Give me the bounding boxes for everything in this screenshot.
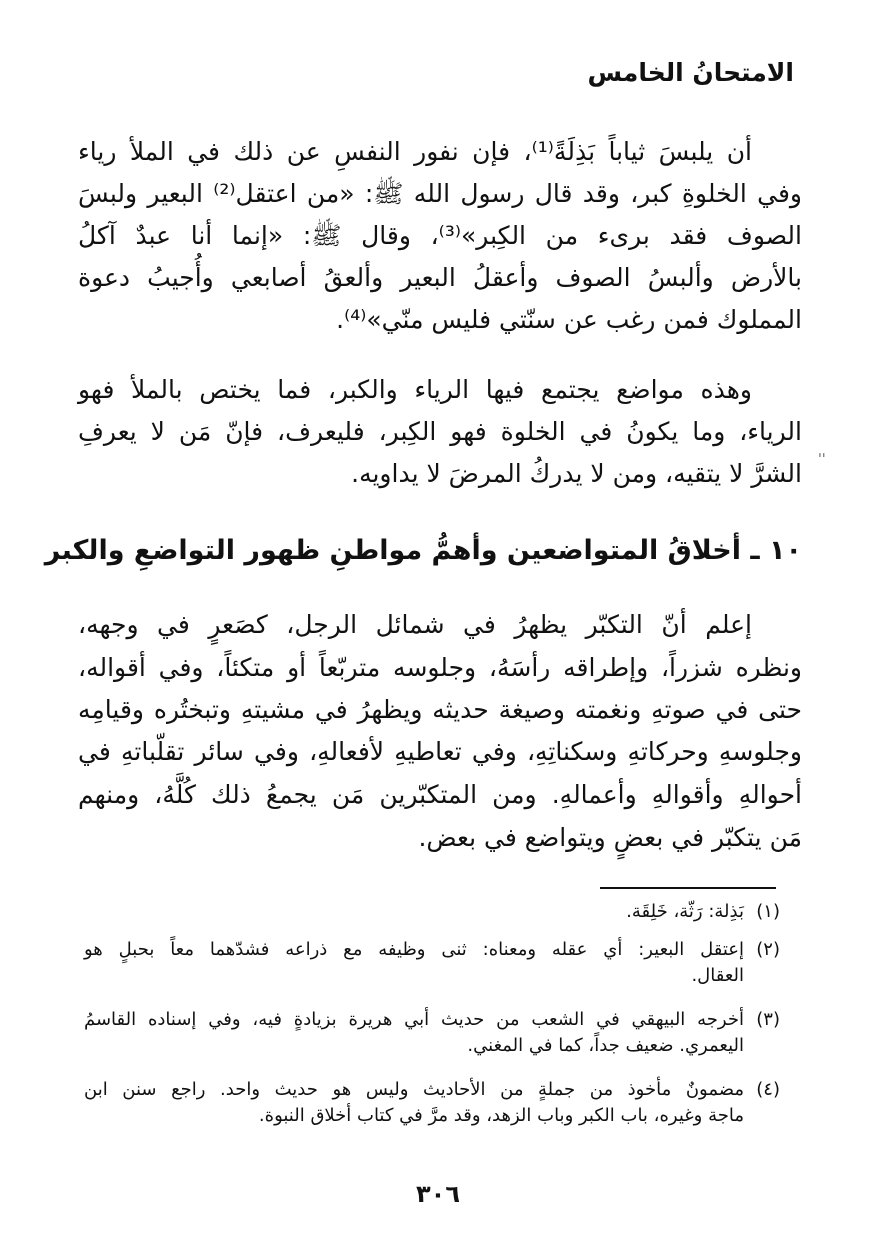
- footnote-4-cont: ماجة وغيره، باب الكبر وباب الزهد، وقد مرَّ في كتاب أخلاق النبوة.: [258, 1105, 744, 1126]
- section-heading: ١٠ ـ أخلاقُ المتواضعين وأهمُّ مواطنِ ظهور التواضعِ والكبر: [44, 535, 802, 566]
- footnote-3-cont: اليعمري. ضعيف جداً، كما في المغني.: [467, 1035, 744, 1056]
- footnote-divider: [600, 887, 776, 889]
- text-line: وهذه مواضع يجتمع فيها الرياء والكبر، فما يختص بالملأ فهو: [78, 375, 752, 404]
- footnote-number: (٣): [756, 1009, 780, 1030]
- text-line: وجلوسهِ وحركاتهِ وسكناتِهِ، وفي تعاطيهِ لأفعالهِ، وفي سائر تقلّباتهِ في: [78, 737, 802, 766]
- text-line: الرياء، وما يكونُ في الخلوة فهو الكِبر، فليعرف، فإنّ مَن لا يعرفِ: [78, 417, 802, 446]
- text-line: الصوف فقد برىء من الكِبر»⁽³⁾، وقال ﷺ: «إنما أنا عبدٌ آكلُ: [78, 221, 802, 250]
- footnote-2: [80, 937, 780, 963]
- footnote-number: (٢): [756, 939, 780, 960]
- footnote-3: [80, 1007, 780, 1033]
- text-line: ونظره شزراً، وإطراقه رأسَهُ، وجلوسه متربّعاً أو متكئاً، وفي أقواله،: [78, 653, 802, 682]
- footnote-number: (٤): [756, 1079, 780, 1100]
- footnote-4: [80, 1077, 780, 1103]
- text-line: حتى في صوتهِ ونغمته وصيغة حديثه ويظهرُ في مشيتهِ وتبختُره وقيامِه: [78, 695, 802, 724]
- footnote-text: إعتقل البعير: أي عقله ومعناه: ثنى وظيفه مع ذراعه فشدّهما معاً بحبلٍ هو: [84, 939, 744, 960]
- running-header: الامتحانُ الخامس: [587, 58, 794, 87]
- text-line: بالأرض وألبسُ الصوف وأعقلُ البعير وألعقُ أصابعي وأُجيبُ دعوة: [78, 263, 802, 292]
- text-line: المملوك فمن رغب عن سنّتي فليس منّي»⁽⁴⁾.: [336, 305, 802, 334]
- footnote-number: (١): [756, 901, 780, 922]
- text-line: إعلم أنّ التكبّر يظهرُ في شمائل الرجل، كصَعرٍ في وجهه،: [78, 610, 752, 639]
- footnote-text: أخرجه البيهقي في الشعب من حديث أبي هريرة بزيادةٍ فيه، وفي إسناده القاسمُ: [84, 1009, 744, 1030]
- footnote-2-cont: العقال.: [691, 965, 744, 986]
- scan-mark: ˈˈ: [818, 452, 826, 468]
- text-line: وفي الخلوةِ كبر، وقد قال رسول الله ﷺ: «من اعتقل⁽²⁾ البعير ولبسَ: [78, 179, 802, 208]
- text-line: مَن يتكبّر في بعضٍ ويتواضع في بعض.: [418, 823, 802, 852]
- footnote-1: [80, 899, 780, 925]
- text-line: أحوالهِ وأقوالهِ وأعمالهِ. ومن المتكبّرين مَن يجمعُ ذلك كُلَّهُ، ومنهم: [78, 780, 802, 809]
- footnote-text: بَذِلة: رَثّة، خَلِقَة.: [626, 901, 744, 922]
- page-number: ٣٠٦: [416, 1180, 460, 1208]
- text-line: أن يلبسَ ثياباً بَذِلَةً⁽¹⁾، فإن نفور النفسِ عن ذلك في الملأ رياء: [78, 137, 753, 166]
- text-line: الشرَّ لا يتقيه، ومن لا يدركُ المرضَ لا يداويه.: [351, 459, 802, 488]
- footnote-text: مضمونٌ مأخوذ من جملةٍ من الأحاديث وليس هو حديث واحد. راجع سنن ابن: [84, 1079, 744, 1100]
